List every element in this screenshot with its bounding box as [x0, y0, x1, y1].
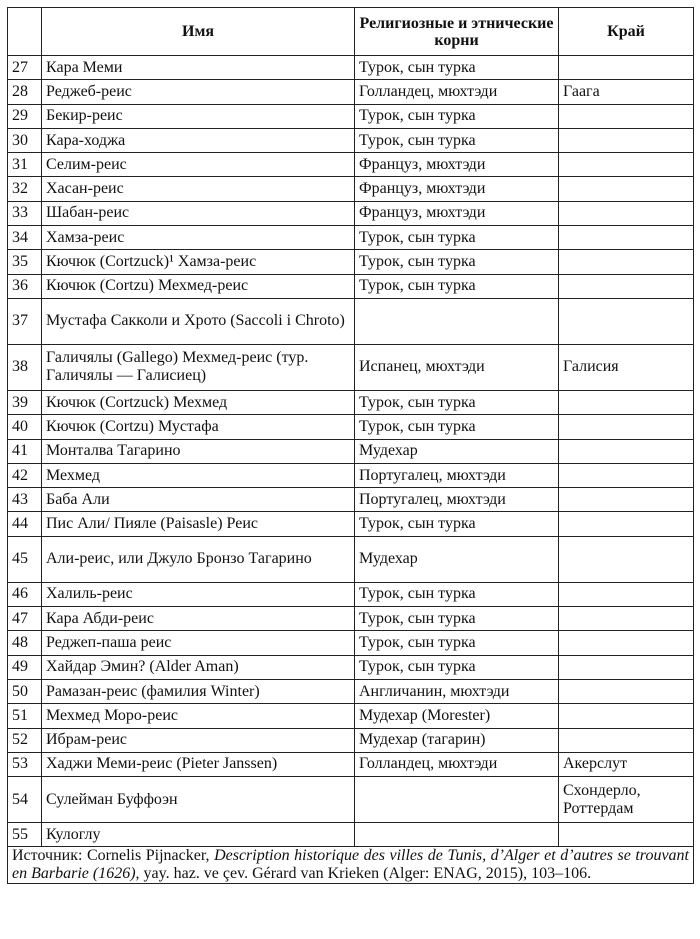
row-name: Галичялы (Gallego) Мехмед-реис (тур. Галичялы — Галисиец) — [42, 344, 355, 390]
row-name: Хайдар Эмин? (Alder Aman) — [42, 655, 355, 679]
table-row — [8, 536, 694, 582]
row-name: Мехмед — [42, 463, 355, 487]
row-region — [559, 415, 694, 439]
row-number: 38 — [8, 344, 42, 390]
row-number: 45 — [8, 536, 42, 582]
row-roots: Турок, сын турка — [355, 104, 559, 128]
row-region: Акерслут — [559, 752, 694, 776]
row-roots: Турок, сын турка — [355, 250, 559, 274]
row-region — [559, 607, 694, 631]
table-row — [8, 56, 694, 80]
row-number: 30 — [8, 128, 42, 152]
row-number: 29 — [8, 104, 42, 128]
row-number: 33 — [8, 201, 42, 225]
row-roots: Испанец, мюхтэди — [355, 344, 559, 390]
row-region — [559, 56, 694, 80]
row-name: Кара-ходжа — [42, 128, 355, 152]
row-region — [559, 463, 694, 487]
row-roots — [355, 823, 559, 847]
row-roots: Турок, сын турка — [355, 582, 559, 606]
row-roots: Турок, сын турка — [355, 128, 559, 152]
row-number: 41 — [8, 439, 42, 463]
table-row — [8, 752, 694, 776]
table-row — [8, 582, 694, 606]
row-roots: Турок, сын турка — [355, 655, 559, 679]
table-row — [8, 390, 694, 414]
row-name: Реджеп-паша реис — [42, 631, 355, 655]
table-row — [8, 631, 694, 655]
row-name: Хасан-реис — [42, 177, 355, 201]
table-row — [8, 177, 694, 201]
row-roots: Португалец, мюхтэди — [355, 463, 559, 487]
row-roots — [355, 777, 559, 823]
row-number: 42 — [8, 463, 42, 487]
row-number: 51 — [8, 704, 42, 728]
header-roots: Религиозные и этнические корни — [355, 8, 559, 56]
row-number: 54 — [8, 777, 42, 823]
header-number — [8, 8, 42, 56]
row-number: 52 — [8, 728, 42, 752]
row-roots: Мудехар — [355, 439, 559, 463]
header-region: Край — [559, 8, 694, 56]
row-region — [559, 488, 694, 512]
row-roots: Турок, сын турка — [355, 226, 559, 250]
row-number: 43 — [8, 488, 42, 512]
row-roots — [355, 298, 559, 344]
row-roots: Турок, сын турка — [355, 390, 559, 414]
row-name: Шабан-реис — [42, 201, 355, 225]
row-number: 55 — [8, 823, 42, 847]
source-note — [8, 847, 694, 884]
row-region — [559, 704, 694, 728]
row-number: 34 — [8, 226, 42, 250]
row-name: Кючюк (Cortzuck) Мехмед — [42, 390, 355, 414]
table-row — [8, 226, 694, 250]
row-number: 53 — [8, 752, 42, 776]
source-suffix: , yay. haz. ve çev. Gérard van Krieken (Alger: ENAG, 2015), 103–106. — [135, 865, 592, 883]
row-region — [559, 631, 694, 655]
row-number: 28 — [8, 80, 42, 104]
table-row — [8, 104, 694, 128]
row-region — [559, 439, 694, 463]
row-name: Кара Меми — [42, 56, 355, 80]
row-name: Кючюк (Cortzu) Мустафа — [42, 415, 355, 439]
row-name: Пис Али/ Пияле (Paisasle) Реис — [42, 512, 355, 536]
row-name: Реджеб-реис — [42, 80, 355, 104]
row-name: Бекир-реис — [42, 104, 355, 128]
table-row — [8, 679, 694, 703]
row-name: Селим-реис — [42, 153, 355, 177]
row-number: 49 — [8, 655, 42, 679]
row-roots: Мудехар — [355, 536, 559, 582]
row-name: Кулоглу — [42, 823, 355, 847]
table-header — [8, 8, 694, 56]
table-row — [8, 201, 694, 225]
row-roots: Англичанин, мюхтэди — [355, 679, 559, 703]
row-number: 32 — [8, 177, 42, 201]
row-number: 50 — [8, 679, 42, 703]
row-name: Кючюк (Cortzuck)¹ Хамза-реис — [42, 250, 355, 274]
row-roots: Мудехар (тагарин) — [355, 728, 559, 752]
table-row — [8, 704, 694, 728]
row-name: Мустафа Сакколи и Хрото (Saccoli i Chroto) — [42, 298, 355, 344]
row-region — [559, 201, 694, 225]
row-name: Ибрам-реис — [42, 728, 355, 752]
rais-table — [7, 7, 694, 884]
header-name: Имя — [42, 8, 355, 56]
row-region — [559, 177, 694, 201]
table-row — [8, 250, 694, 274]
row-region — [559, 250, 694, 274]
source-prefix: Источник: Cornelis Pijnacker, — [12, 847, 215, 865]
row-roots: Турок, сын турка — [355, 274, 559, 298]
row-roots: Француз, мюхтэди — [355, 201, 559, 225]
row-region — [559, 679, 694, 703]
row-roots: Мудехар (Morester) — [355, 704, 559, 728]
row-region — [559, 128, 694, 152]
row-number: 31 — [8, 153, 42, 177]
row-name: Кара Абди-реис — [42, 607, 355, 631]
row-number: 44 — [8, 512, 42, 536]
source-title: Description historique des villes de Tunis, d’Alger et d’autres se trouvant en Barbarie (1626) — [12, 847, 689, 883]
table-body — [8, 56, 694, 847]
row-region — [559, 512, 694, 536]
row-region — [559, 390, 694, 414]
row-roots: Турок, сын турка — [355, 631, 559, 655]
row-number: 47 — [8, 607, 42, 631]
row-region — [559, 226, 694, 250]
row-region — [559, 655, 694, 679]
row-name: Мехмед Моро-реис — [42, 704, 355, 728]
table-row — [8, 655, 694, 679]
row-name: Монталва Тагарино — [42, 439, 355, 463]
table-row — [8, 823, 694, 847]
table-row — [8, 728, 694, 752]
row-name: Сулейман Буффоэн — [42, 777, 355, 823]
source-row — [8, 847, 694, 884]
row-roots: Турок, сын турка — [355, 512, 559, 536]
row-name: Кючюк (Cortzu) Мехмед-реис — [42, 274, 355, 298]
row-region — [559, 582, 694, 606]
row-roots: Турок, сын турка — [355, 415, 559, 439]
table-row — [8, 153, 694, 177]
table-row — [8, 298, 694, 344]
row-number: 27 — [8, 56, 42, 80]
table-row — [8, 344, 694, 390]
table-row — [8, 415, 694, 439]
row-number: 46 — [8, 582, 42, 606]
row-name: Баба Али — [42, 488, 355, 512]
row-number: 36 — [8, 274, 42, 298]
row-region: Галисия — [559, 344, 694, 390]
table-row — [8, 274, 694, 298]
table-row — [8, 463, 694, 487]
row-roots: Француз, мюхтэди — [355, 177, 559, 201]
row-name: Хамза-реис — [42, 226, 355, 250]
row-number: 37 — [8, 298, 42, 344]
table-row — [8, 607, 694, 631]
row-number: 48 — [8, 631, 42, 655]
row-roots: Португалец, мюхтэди — [355, 488, 559, 512]
row-region — [559, 298, 694, 344]
row-name: Халиль-реис — [42, 582, 355, 606]
row-number: 40 — [8, 415, 42, 439]
row-roots: Турок, сын турка — [355, 607, 559, 631]
table-row — [8, 488, 694, 512]
row-region: Схондерло, Роттердам — [559, 777, 694, 823]
row-region — [559, 536, 694, 582]
row-region — [559, 104, 694, 128]
row-number: 35 — [8, 250, 42, 274]
row-number: 39 — [8, 390, 42, 414]
row-name: Рамазан-реис (фамилия Winter) — [42, 679, 355, 703]
row-roots: Француз, мюхтэди — [355, 153, 559, 177]
table-row — [8, 512, 694, 536]
row-region — [559, 823, 694, 847]
row-region — [559, 728, 694, 752]
row-roots: Голландец, мюхтэди — [355, 752, 559, 776]
table-row — [8, 128, 694, 152]
row-roots: Голландец, мюхтэди — [355, 80, 559, 104]
row-region — [559, 153, 694, 177]
row-roots: Турок, сын турка — [355, 56, 559, 80]
table-row — [8, 439, 694, 463]
row-name: Али-реис, или Джуло Бронзо Тагарино — [42, 536, 355, 582]
table-row — [8, 777, 694, 823]
row-name: Хаджи Меми-реис (Pieter Janssen) — [42, 752, 355, 776]
row-region — [559, 274, 694, 298]
table-row — [8, 80, 694, 104]
row-region: Гаага — [559, 80, 694, 104]
